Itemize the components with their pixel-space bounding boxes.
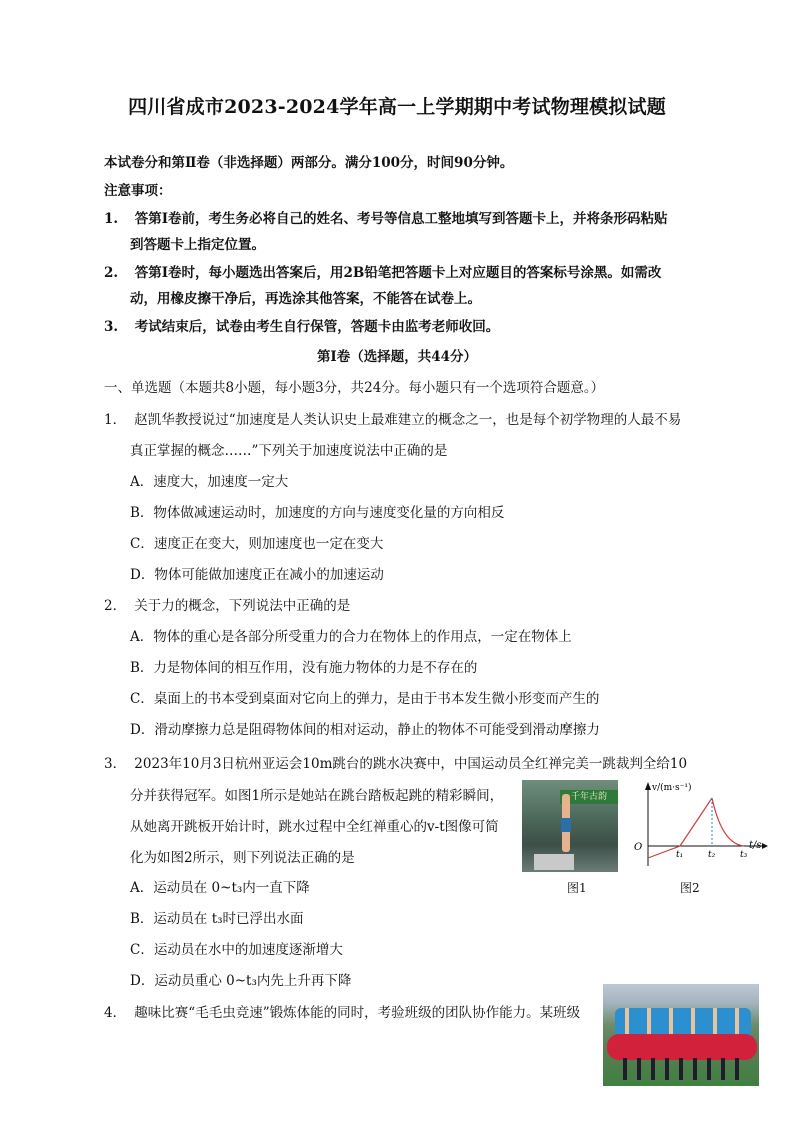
diving-platform [534, 854, 574, 870]
q1-option-a: A．速度大，加速度一定大 [130, 474, 289, 490]
intro-text: 本试卷分和第Ⅱ卷（非选择题）两部分。满分100分，时间90分钟。 [104, 155, 514, 171]
notice-1 [104, 209, 668, 229]
q1-option-c: C．速度正在变大，则加速度也一定在变大 [130, 536, 384, 552]
notice-number: 1. [104, 211, 119, 227]
caterpillar-tube [607, 1034, 757, 1060]
q2-option-a: A．物体的重心是各部分所受重力的合力在物体上的作用点，一定在物体上 [130, 629, 572, 645]
diver-photo [522, 780, 618, 872]
caterpillar-race-photo [603, 984, 759, 1086]
notice-2 [104, 263, 661, 283]
notice-number: 2. [104, 265, 119, 281]
students-legs [623, 1058, 743, 1080]
origin-label: O [634, 842, 643, 853]
question-4 [104, 1003, 580, 1023]
question-3-cont-2: 从她离开跳板开始计时，跳水过程中全红禅重心的v-t图像可简 [130, 819, 499, 835]
notice-text: 答第Ⅰ卷时，每小题选出答案后，用2B铅笔把答题卡上对应题目的答案标号涂黑。如需改 [134, 265, 662, 281]
notice-text: 考试结束后，试卷由考生自行保管，答题卡由监考老师收回。 [134, 319, 500, 335]
q1-option-b: B．物体做减速运动时，加速度的方向与速度变化量的方向相反 [130, 505, 505, 521]
q3-option-c: C．运动员在水中的加速度逐渐增大 [130, 942, 343, 958]
section-heading: 第Ⅰ卷（选择题，共44分） [316, 349, 478, 365]
y-axis-label: v/(m·s⁻¹) [652, 783, 692, 793]
question-number: 1． [104, 412, 127, 428]
question-text: 趣味比赛“毛毛虫竞速”锻炼体能的同时，考验班级的团队协作能力。某班级 [134, 1005, 581, 1021]
x-axis-arrow [762, 843, 768, 849]
notice-text: 答第Ⅰ卷前，考生务必将自己的姓名、考号等信息工整地填写到答题卡上，并将条形码粘贴 [134, 211, 668, 227]
question-1-cont: 真正掌握的概念……”下列关于加速度说法中正确的是 [130, 443, 448, 459]
figure-1-label: 图1 [567, 881, 587, 895]
figure-2-label: 图2 [680, 881, 700, 895]
notice-number: 3. [104, 319, 119, 335]
notice-2-cont: 动，用橡皮擦干净后，再选涂其他答案，不能答在试卷上。 [130, 291, 481, 307]
question-number: 3． [104, 756, 127, 772]
q2-option-c: C．桌面上的书本受到桌面对它向上的弹力，是由于书本发生微小形变而产生的 [130, 691, 600, 707]
x-tick-label: t₁ [676, 850, 684, 860]
q2-option-d: D．滑动摩擦力总是阻碍物体间的相对运动，静止的物体不可能受到滑动摩擦力 [130, 722, 600, 738]
single-choice-heading: 一、单选题（本题共8小题，每小题3分，共24分。每小题只有一个选项符合题意。） [104, 380, 605, 396]
question-text: 关于力的概念，下列说法中正确的是 [134, 598, 351, 614]
notice-3 [104, 317, 499, 337]
q3-option-a: A．运动员在 0~t₃内一直下降 [130, 880, 310, 896]
velocity-line-segment [648, 798, 712, 858]
x-axis-label: t/s [749, 840, 762, 851]
q3-option-b: B．运动员在 t₃时已浮出水面 [130, 911, 304, 927]
question-number: 2． [104, 598, 127, 614]
question-3-cont-3: 化为如图2所示，则下列说法正确的是 [130, 850, 355, 866]
page-title: 四川省成市2023-2024学年高一上学期期中考试物理模拟试题 [128, 96, 666, 118]
photo-banner: 千年古韵 [560, 790, 618, 804]
question-2 [104, 596, 350, 616]
question-text: 赵凯华教授说过“加速度是人类认识史上最难建立的概念之一，也是每个初学物理的人最不易 [134, 412, 682, 428]
question-text: 2023年10月3日杭州亚运会10m跳台的跳水决赛中，中国运动员全红禅完美一跳裁判全给10 [134, 756, 688, 772]
notice-1-cont: 到答题卡上指定位置。 [130, 237, 265, 253]
velocity-curve-segment [712, 798, 744, 846]
x-tick-label: t₂ [708, 850, 716, 860]
question-3 [104, 754, 687, 774]
q2-option-b: B．力是物体间的相互作用，没有施力物体的力是不存在的 [130, 660, 478, 676]
q1-option-d: D．物体可能做加速度正在减小的加速运动 [130, 567, 384, 583]
notice-heading: 注意事项： [104, 183, 172, 199]
question-1 [104, 410, 681, 430]
velocity-time-chart [630, 778, 770, 868]
diver-suit [561, 818, 571, 832]
question-3-cont-1: 分并获得冠军。如图1所示是她站在跳台踏板起跳的精彩瞬间， [130, 788, 504, 804]
y-axis-arrow [645, 782, 651, 790]
x-tick-label: t₃ [740, 850, 748, 860]
question-number: 4． [104, 1005, 127, 1021]
q3-option-d: D．运动员重心 0~t₃内先上升再下降 [130, 973, 352, 989]
